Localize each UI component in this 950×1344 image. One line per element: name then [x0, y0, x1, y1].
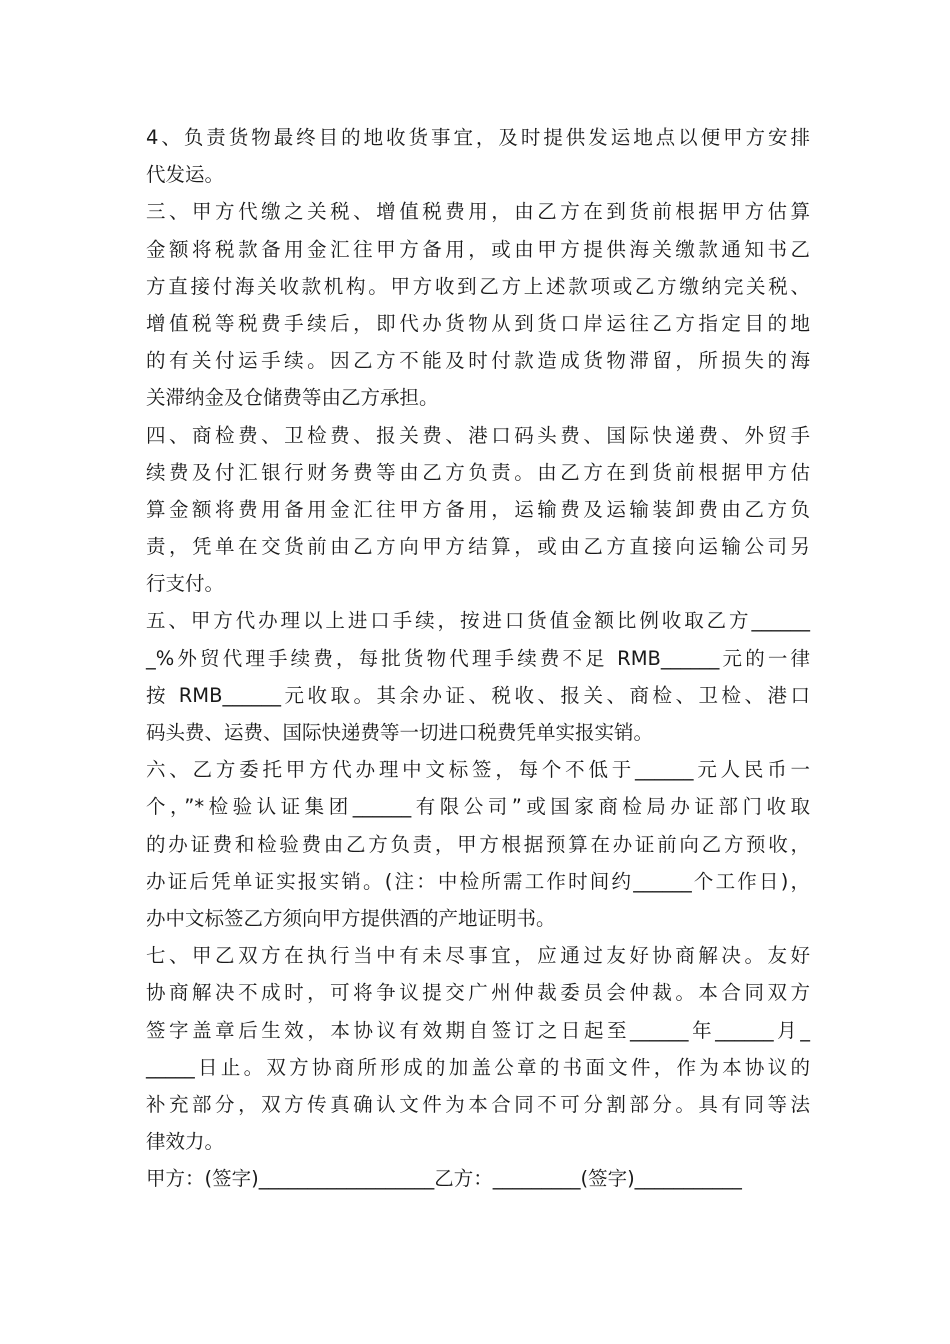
text-line: 六、乙方委托甲方代办理中文标签，每个不低于______元人民币一 [146, 758, 810, 782]
text-line: 按 RMB______元收取。其余办证、税收、报关、商检、卫检、港口 [146, 683, 810, 707]
text-line: 律效力。 [146, 1130, 225, 1154]
text-line: 关滞纳金及仓储费等由乙方承担。 [146, 386, 439, 410]
text-line: 方直接付海关收款机构。甲方收到乙方上述款项或乙方缴纳完关税、 [146, 274, 810, 298]
text-line: 办证后凭单证实报实销。(注：中检所需工作时间约______个工作日)， [146, 869, 810, 893]
signature-line: 甲方：(签字)__________________乙方：_________(签字)___________ [146, 1167, 742, 1191]
text-line: 个，”*检验认证集团______有限公司”或国家商检局办证部门收取 [146, 795, 810, 819]
text-line: 签字盖章后生效，本协议有效期自签订之日起至______年______月_ [146, 1018, 810, 1042]
text-line: 续费及付汇银行财务费等由乙方负责。由乙方在到货前根据甲方估 [146, 460, 810, 484]
text-line: _%外贸代理手续费，每批货物代理手续费不足 RMB______元的一律 [146, 646, 810, 670]
text-line: 代发运。 [146, 163, 225, 187]
text-line: _____日止。双方协商所形成的加盖公章的书面文件，作为本协议的 [146, 1055, 810, 1079]
document-body [146, 119, 810, 1197]
text-line: 责，凭单在交货前由乙方向甲方结算，或由乙方直接向运输公司另 [146, 535, 810, 559]
text-line: 协商解决不成时，可将争议提交广州仲裁委员会仲裁。本合同双方 [146, 981, 810, 1005]
text-line: 四、商检费、卫检费、报关费、港口码头费、国际快递费、外贸手 [146, 423, 810, 447]
text-line: 增值税等税费手续后，即代办货物从到货口岸运往乙方指定目的地 [146, 311, 810, 335]
text-line: 的有关付运手续。因乙方不能及时付款造成货物滞留，所损失的海 [146, 349, 810, 373]
text-line: 码头费、运费、国际快递费等一切进口税费凭单实报实销。 [146, 721, 654, 744]
text-line: 三、甲方代缴之关税、增值税费用，由乙方在到货前根据甲方估算 [146, 200, 810, 224]
text-line: 4、负责货物最终目的地收货事宜，及时提供发运地点以便甲方安排 [146, 126, 810, 149]
text-line: 办中文标签乙方须向甲方提供酒的产地证明书。 [146, 906, 556, 930]
text-line: 补充部分，双方传真确认文件为本合同不可分割部分。具有同等法 [146, 1092, 810, 1116]
text-line: 算金额将费用备用金汇往甲方备用，运输费及运输装卸费由乙方负 [146, 497, 810, 521]
text-line: 的办证费和检验费由乙方负责，甲方根据预算在办证前向乙方预收， [146, 832, 810, 856]
text-line: 七、甲乙双方在执行当中有未尽事宜，应通过友好协商解决。友好 [146, 944, 810, 968]
text-line: 五、甲方代办理以上进口手续，按进口货值金额比例收取乙方______ [146, 609, 810, 633]
text-line: 金额将税款备用金汇往甲方备用，或由甲方提供海关缴款通知书乙 [146, 237, 810, 261]
text-line: 行支付。 [146, 572, 225, 596]
